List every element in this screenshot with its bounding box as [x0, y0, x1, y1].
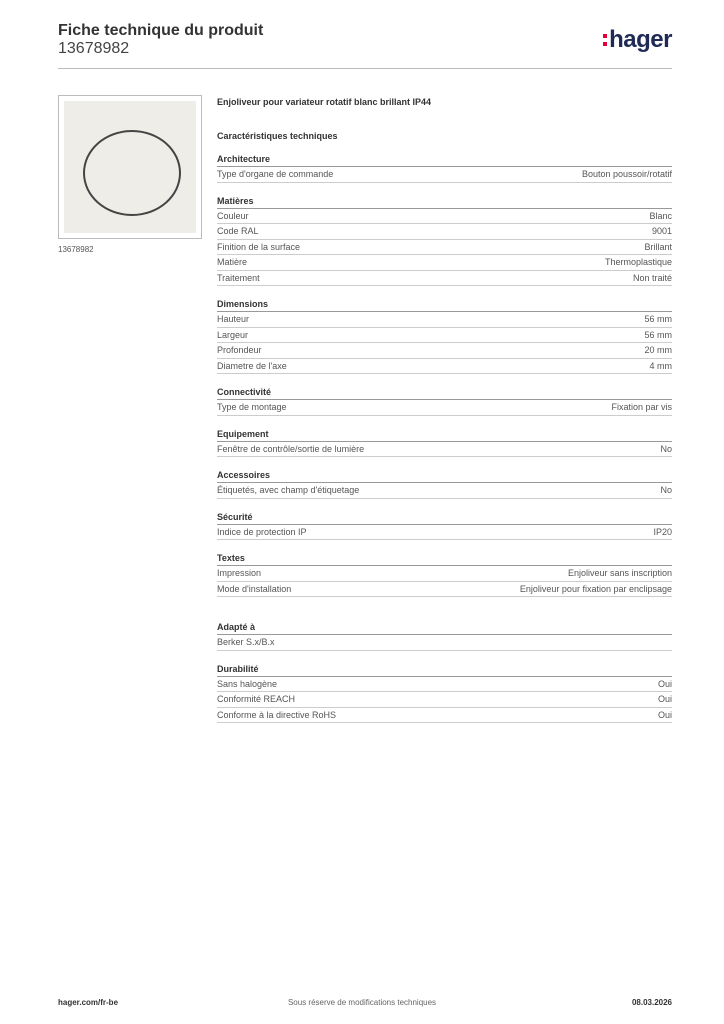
spec-value: No — [660, 485, 672, 495]
spec-value: No — [660, 443, 672, 454]
product-image — [58, 95, 202, 239]
spec-content — [217, 97, 672, 723]
spec-value: Blanc — [649, 210, 672, 221]
group-spacer — [217, 597, 672, 609]
group-title: Accessoires — [217, 470, 672, 483]
spec-row — [217, 635, 672, 651]
spec-row — [217, 442, 672, 458]
spec-label: Couleur — [217, 210, 249, 221]
group-title: Sécurité — [217, 512, 672, 525]
group-title: Durabilité — [217, 664, 672, 677]
spec-value: Brillant — [644, 241, 672, 252]
spec-value: Enjoliveur pour fixation par enclipsage — [519, 583, 672, 594]
section-caption: Caractéristiques techniques — [217, 131, 338, 141]
footer-date: 08.03.2026 — [631, 998, 672, 1007]
spec-value: Fixation par vis — [611, 402, 672, 412]
header-divider — [58, 68, 672, 69]
spec-groups-after — [217, 622, 672, 723]
spec-label: Sans halogène — [217, 678, 278, 689]
spec-value: Oui — [657, 678, 672, 689]
spec-value: Oui — [657, 709, 672, 720]
spec-value: 4 mm — [649, 360, 672, 371]
spec-label: Largeur — [217, 329, 249, 340]
spec-value: 20 mm — [644, 345, 672, 355]
spec-label: Diametre de l'axe — [217, 360, 287, 371]
spec-row — [217, 708, 672, 724]
product-number: 13678982 — [58, 40, 130, 57]
spec-row — [217, 255, 672, 271]
rotary-knob-ring-icon — [83, 130, 181, 216]
spec-row — [217, 483, 672, 499]
footer-website[interactable]: hager.com/fr-be — [58, 998, 119, 1007]
spec-row — [217, 224, 672, 240]
spec-label: Finition de la surface — [217, 241, 301, 252]
spec-row — [217, 167, 672, 183]
spec-row — [217, 400, 672, 416]
group-title: Adapté à — [217, 622, 672, 635]
spec-label: Code RAL — [217, 226, 259, 236]
spec-label: Impression — [217, 568, 262, 578]
spec-row — [217, 677, 672, 693]
spec-label: Berker S.x/B.x — [217, 637, 275, 647]
spec-label: Conformité REACH — [217, 694, 296, 704]
spec-label: Type d'organe de commande — [217, 169, 334, 179]
logo-text: hager — [609, 26, 672, 53]
spec-value: Bouton poussoir/rotatif — [581, 169, 672, 179]
product-name: Enjoliveur pour variateur rotatif blanc brillant IP44 — [217, 97, 432, 107]
spec-row — [217, 692, 672, 708]
group-title: Matières — [217, 196, 672, 209]
spec-value: Non traité — [632, 272, 672, 283]
spec-row — [217, 328, 672, 344]
group-title: Equipement — [217, 429, 672, 442]
spec-label: Fenêtre de contrôle/sortie de lumière — [217, 443, 365, 454]
spec-label: Hauteur — [217, 314, 250, 324]
page-title: Fiche technique du produit — [58, 22, 264, 39]
spec-row — [217, 240, 672, 256]
spec-value: 9001 — [651, 226, 672, 236]
cover-plate — [64, 101, 196, 233]
spec-value: Enjoliveur sans inscription — [567, 568, 672, 578]
spec-groups — [217, 154, 672, 597]
spec-label: Profondeur — [217, 345, 262, 355]
logo-dots-icon — [603, 32, 607, 48]
group-title: Textes — [217, 553, 672, 566]
spec-row — [217, 312, 672, 328]
spec-label: Type de montage — [217, 402, 287, 412]
spec-value: Thermoplastique — [604, 257, 672, 267]
spec-label: Conforme à la directive RoHS — [217, 709, 337, 720]
spec-label: Traitement — [217, 272, 260, 283]
spec-label: Étiquetés, avec champ d'étiquetage — [217, 485, 360, 495]
spec-value: 56 mm — [644, 314, 672, 324]
spec-value: IP20 — [653, 526, 672, 537]
footer-notice: Sous réserve de modifications techniques — [287, 998, 437, 1007]
spec-value: 56 mm — [644, 329, 672, 340]
spec-label: Indice de protection IP — [217, 526, 307, 537]
spec-row — [217, 525, 672, 541]
spec-label: Matière — [217, 257, 248, 267]
spec-row — [217, 209, 672, 225]
spec-row — [217, 359, 672, 375]
group-title: Dimensions — [217, 299, 672, 312]
spec-label: Mode d'installation — [217, 583, 292, 594]
spec-row — [217, 566, 672, 582]
image-caption: 13678982 — [58, 245, 94, 254]
spec-row — [217, 271, 672, 287]
group-title: Architecture — [217, 154, 672, 167]
group-title: Connectivité — [217, 387, 672, 400]
spec-row — [217, 343, 672, 359]
spec-value: Oui — [657, 694, 672, 704]
hager-logo — [603, 28, 672, 52]
spec-row — [217, 582, 672, 598]
